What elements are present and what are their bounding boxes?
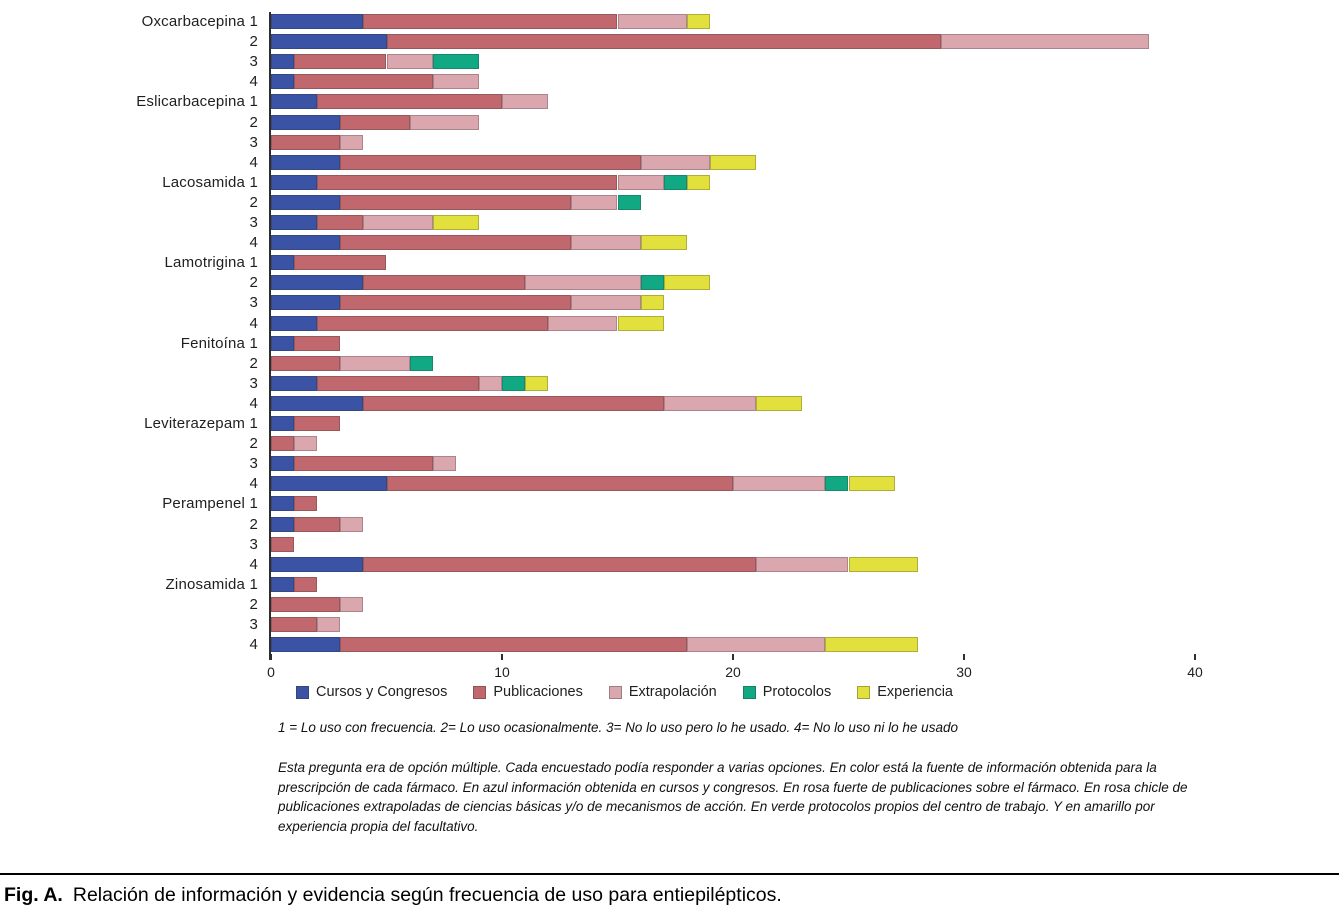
caption-text: Relación de información y evidencia según frecuencia de uso para entiepilépticos. [72,884,782,906]
y-axis-label-leviterazepam-4: 4 [249,475,258,493]
bar-segment-extrapolacion [340,356,409,371]
bar-segment-cursos-y-congresos [271,34,387,49]
bar-segment-cursos-y-congresos [271,517,294,532]
y-axis-label-lamotrigina-1: Lamotrigina 1 [164,254,258,272]
bar-segment-publicaciones [271,617,317,632]
legend-label: Extrapolación [628,684,717,700]
bar-segment-publicaciones [317,175,617,190]
y-axis-label-oxcarbacepina-4: 4 [249,73,258,91]
x-tick-label: 20 [725,664,741,681]
bar-segment-extrapolacion [687,637,826,652]
legend-swatch-experiencia [857,686,870,699]
legend-item-cursos-y-congresos [296,684,447,700]
bar-segment-publicaciones [294,336,340,351]
separator-line [0,873,1339,875]
bar-segment-extrapolacion [571,195,617,210]
caption-prefix: Fig. A. [4,884,63,906]
bar-segment-cursos-y-congresos [271,235,340,250]
bar-segment-experiencia [687,14,710,29]
y-axis-line [269,12,271,660]
bar-segment-extrapolacion [340,517,363,532]
bar-segment-cursos-y-congresos [271,416,294,431]
bar-segment-publicaciones [294,577,317,592]
bar-segment-experiencia [641,295,664,310]
bar-segment-cursos-y-congresos [271,577,294,592]
bar-segment-experiencia [710,155,756,170]
bar-segment-publicaciones [317,376,479,391]
y-axis-label-lacosamida-2: 2 [249,193,258,211]
x-tick-mark [732,654,734,660]
bar-segment-publicaciones [294,517,340,532]
y-axis-label-lamotrigina-3: 3 [249,294,258,312]
bar-segment-publicaciones [340,235,571,250]
x-tick-label: 0 [267,664,275,681]
footnote-scale: 1 = Lo uso con frecuencia. 2= Lo uso ocasionalmente. 3= No lo uso pero lo he usado. 4= No lo uso ni lo he usado [278,720,958,735]
bar-segment-publicaciones [294,255,386,270]
bar-segment-extrapolacion [756,557,848,572]
legend-label: Publicaciones [493,684,583,700]
bar-segment-extrapolacion [733,476,825,491]
bar-segment-protocolos [433,54,479,69]
bar-segment-cursos-y-congresos [271,14,363,29]
y-axis-label-zinosamida-3: 3 [249,616,258,633]
y-axis-label-zinosamida-4: 4 [249,636,258,654]
y-axis-label-oxcarbacepina-1: Oxcarbacepina 1 [141,13,258,30]
legend-item-protocolos [743,684,832,700]
bar-segment-experiencia [849,476,895,491]
legend-label: Experiencia [877,684,953,700]
bar-segment-extrapolacion [502,94,548,109]
bar-segment-experiencia [756,396,802,411]
bar-segment-protocolos [641,275,664,290]
bar-segment-cursos-y-congresos [271,74,294,89]
bar-segment-publicaciones [340,295,571,310]
bar-segment-publicaciones [294,496,317,511]
legend-label: Protocolos [762,684,832,700]
bar-segment-cursos-y-congresos [271,496,294,511]
bar-segment-publicaciones [271,135,340,150]
footnote-description: Esta pregunta era de opción múltiple. Cada encuestado podía responder a varias opciones. En color está la fuente de información obtenida para la prescripción de cada fármaco. En azul información obtenida en cursos y congresos. En rosa fuerte de publicaciones sobre el fármaco. En rosa chicle de publicaciones extrapoladas de ciencias básicas y/o de mecanismos de acción. En verde protocolos propios del centro de trabajo. Y en amarillo por experiencia propia del facultativo. [278,760,1188,834]
bar-segment-extrapolacion [618,175,664,190]
bar-segment-protocolos [825,476,848,491]
legend-swatch-cursos-y-congresos [296,686,309,699]
bar-segment-experiencia [433,215,479,230]
bar-segment-cursos-y-congresos [271,115,340,130]
x-tick-mark [963,654,965,660]
y-axis-label-leviterazepam-2: 2 [249,435,258,453]
x-tick-mark [1194,654,1196,660]
legend [296,684,953,700]
bar-segment-protocolos [502,376,525,391]
bar-segment-extrapolacion [340,597,363,612]
bar-segment-cursos-y-congresos [271,155,340,170]
bar-segment-experiencia [618,316,664,331]
y-axis-label-perampenel-3: 3 [249,535,258,553]
bar-segment-extrapolacion [387,54,433,69]
bar-segment-publicaciones [363,557,756,572]
bar-segment-cursos-y-congresos [271,54,294,69]
bar-segment-publicaciones [271,356,340,371]
bar-segment-extrapolacion [641,155,710,170]
bar-segment-cursos-y-congresos [271,376,317,391]
bar-segment-publicaciones [294,54,386,69]
bar-segment-cursos-y-congresos [271,295,340,310]
bar-segment-extrapolacion [664,396,756,411]
x-tick-label: 10 [494,664,510,681]
legend-label: Cursos y Congresos [316,684,448,700]
y-axis-label-lacosamida-1: Lacosamida 1 [162,173,258,191]
bar-segment-cursos-y-congresos [271,94,317,109]
y-axis-label-perampenel-1: Perampenel 1 [162,495,258,513]
bar-segment-extrapolacion [479,376,502,391]
bar-segment-publicaciones [340,155,640,170]
bar-segment-publicaciones [294,416,340,431]
bar-segment-publicaciones [317,94,502,109]
y-axis-label-perampenel-4: 4 [249,555,258,573]
y-axis-label-fenitoina-2: 2 [249,354,258,372]
bar-segment-cursos-y-congresos [271,215,317,230]
legend-swatch-protocolos [743,686,756,699]
bar-segment-publicaciones [294,74,433,89]
legend-swatch-extrapolacion [609,686,622,699]
y-axis-label-lamotrigina-2: 2 [249,274,258,292]
bar-segment-experiencia [849,557,918,572]
x-tick-label: 40 [1187,664,1203,681]
bar-segment-extrapolacion [433,456,456,471]
y-axis-label-perampenel-2: 2 [249,515,258,533]
bar-segment-extrapolacion [548,316,617,331]
legend-item-extrapolacion [609,684,717,700]
y-axis-label-oxcarbacepina-2: 2 [249,33,258,51]
bar-segment-cursos-y-congresos [271,175,317,190]
bar-segment-extrapolacion [618,14,687,29]
y-axis-label-lamotrigina-4: 4 [249,314,258,332]
bar-segment-publicaciones [271,597,340,612]
bar-segment-publicaciones [271,537,294,552]
bar-segment-publicaciones [317,316,548,331]
bar-segment-publicaciones [340,115,409,130]
y-axis-label-leviterazepam-3: 3 [249,455,258,473]
bar-segment-publicaciones [271,436,294,451]
bar-segment-cursos-y-congresos [271,476,387,491]
bar-segment-experiencia [641,235,687,250]
x-tick-mark [501,654,503,660]
bar-segment-publicaciones [340,195,571,210]
bar-segment-cursos-y-congresos [271,557,363,572]
bar-segment-cursos-y-congresos [271,275,363,290]
figure-caption [4,884,782,907]
bar-segment-cursos-y-congresos [271,336,294,351]
bar-segment-extrapolacion [571,235,640,250]
bar-segment-extrapolacion [433,74,479,89]
y-axis-label-eslicarbacepina-4: 4 [249,153,258,171]
bar-segment-extrapolacion [941,34,1149,49]
legend-item-publicaciones [473,684,582,700]
bar-segment-extrapolacion [410,115,479,130]
bar-segment-experiencia [825,637,917,652]
bar-segment-publicaciones [363,14,617,29]
y-axis-label-zinosamida-1: Zinosamida 1 [165,575,258,593]
bar-segment-publicaciones [363,275,525,290]
bar-segment-experiencia [687,175,710,190]
bar-segment-experiencia [525,376,548,391]
bar-segment-extrapolacion [340,135,363,150]
bar-segment-publicaciones [340,637,687,652]
y-axis-label-leviterazepam-1: Leviterazepam 1 [144,415,258,432]
y-axis-label-fenitoina-3: 3 [249,374,258,392]
bar-segment-extrapolacion [363,215,432,230]
bar-segment-protocolos [664,175,687,190]
x-tick-label: 30 [956,664,972,681]
y-axis-label-oxcarbacepina-3: 3 [249,53,258,71]
bar-segment-cursos-y-congresos [271,255,294,270]
bar-segment-cursos-y-congresos [271,456,294,471]
y-axis-label-eslicarbacepina-1: Eslicarbacepina 1 [136,93,258,111]
bar-segment-protocolos [618,195,641,210]
y-axis-label-lacosamida-4: 4 [249,234,258,252]
y-axis-label-fenitoina-4: 4 [249,394,258,412]
bar-segment-cursos-y-congresos [271,316,317,331]
bar-segment-publicaciones [387,476,734,491]
bar-segment-publicaciones [387,34,941,49]
bar-segment-extrapolacion [571,295,640,310]
y-axis-label-lacosamida-3: 3 [249,214,258,231]
y-axis-label-fenitoina-1: Fenitoína 1 [180,334,258,352]
bar-segment-publicaciones [363,396,663,411]
legend-swatch-publicaciones [473,686,486,699]
y-axis-label-eslicarbacepina-3: 3 [249,133,258,151]
bar-segment-experiencia [664,275,710,290]
bar-segment-extrapolacion [317,617,340,632]
y-axis-label-zinosamida-2: 2 [249,595,258,613]
bar-segment-extrapolacion [294,436,317,451]
y-axis-label-eslicarbacepina-2: 2 [249,113,258,131]
legend-item-experiencia [857,684,953,700]
bar-segment-publicaciones [294,456,433,471]
bar-segment-protocolos [410,356,433,371]
bar-segment-cursos-y-congresos [271,396,363,411]
bar-segment-cursos-y-congresos [271,195,340,210]
bar-segment-publicaciones [317,215,363,230]
x-tick-mark [270,654,272,660]
bar-segment-extrapolacion [525,275,641,290]
bar-segment-cursos-y-congresos [271,637,340,652]
